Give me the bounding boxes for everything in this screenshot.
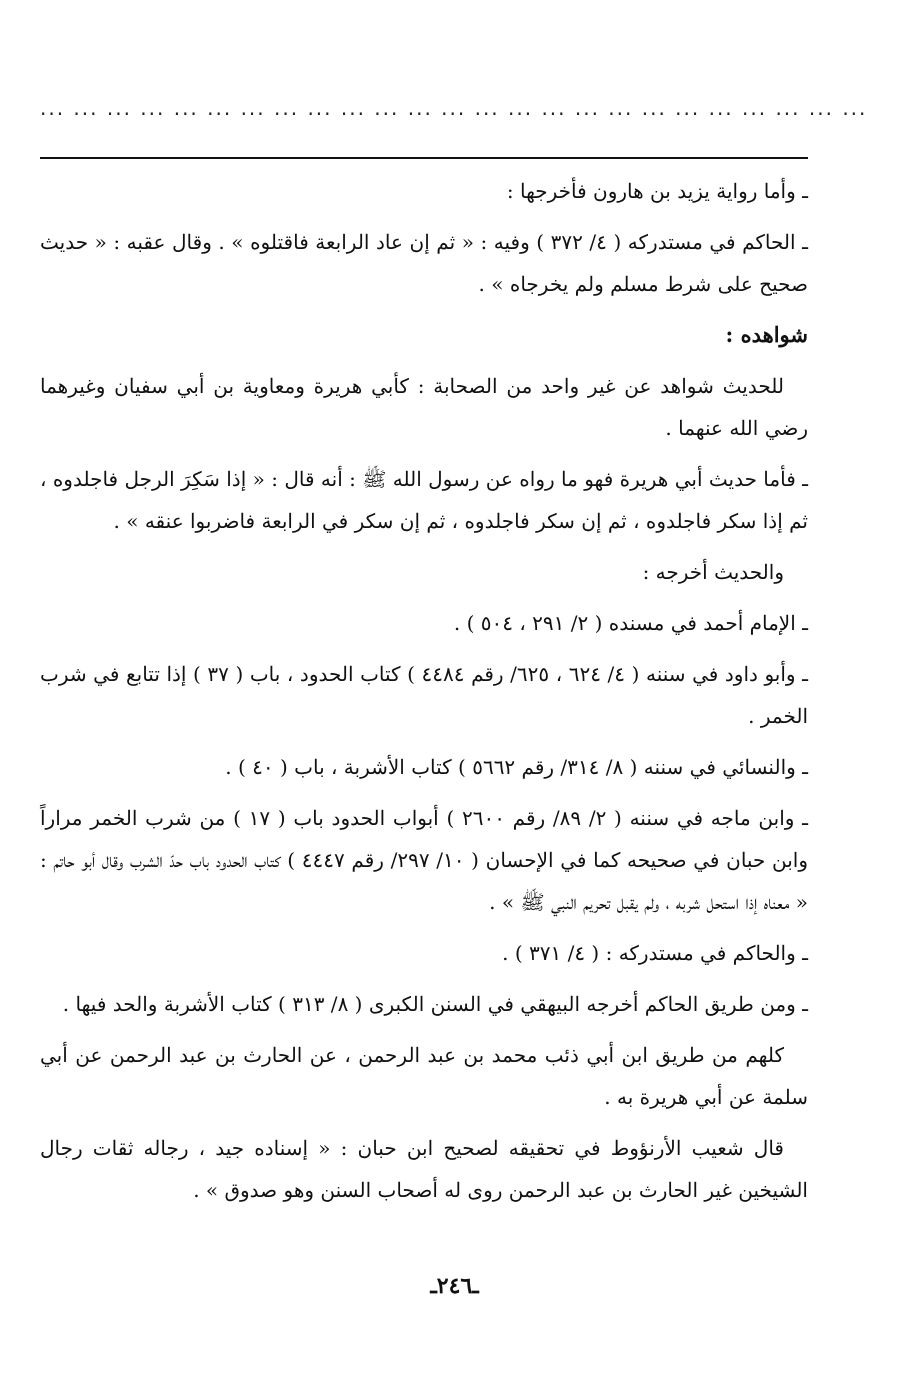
paragraph: ـ الحاكم في مستدركه ( ٤/ ٣٧٢ ) وفيه : « ثم إن عاد الرابعة فاقتلوه » . وقال عقبه : « حديث صحيح على شرط مسلم ولم يخرجاه » . (40, 230, 808, 296)
paragraph: ـ وابن ماجه في سننه ( ٢/ ٨٩/ رقم ٢٦٠٠ ) أبواب الحدود باب ( ١٧ ) من شرب الخمر مراراً وابن حبان في صحيحه كما في الإحسان ( ١٠/ ٢٩٧/ رقم ٤٤٤٧ ) كتاب الحدود باب حدّ الشرب وقال أبو حاتم : « معناه إذا استحل شربه ، ولم يقبل تحريم النبي ﷺ » . (40, 806, 808, 914)
paragraph: كلهم من طريق ابن أبي ذئب محمد بن عبد الرحمن ، عن الحارث بن عبد الرحمن عن أبي سلمة عن أبي هريرة به . (40, 1043, 808, 1109)
paragraph: ـ وأما رواية يزيد بن هارون فأخرجها : (506, 179, 808, 203)
paragraph: للحديث شواهد عن غير واحد من الصحابة : كأبي هريرة ومعاوية بن أبي سفيان وغيرهما رضي الله عنهما . (40, 374, 808, 440)
section-heading: شواهده : (725, 322, 808, 347)
paragraph: ـ الإمام أحمد في مسنده ( ٢/ ٢٩١ ، ٥٠٤ ) . (453, 611, 808, 635)
paragraph: قال شعيب الأرنؤوط في تحقيقه لصحيح ابن حبان : « إسناده جيد ، رجاله ثقات رجال الشيخين غير الحارث بن عبد الرحمن روى له أصحاب السنن وهو صدوق » . (40, 1136, 808, 1202)
paragraph: والحديث أخرجه : (642, 560, 784, 584)
paragraph: ـ والنسائي في سننه ( ٨/ ٣١٤/ رقم ٥٦٦٢ ) كتاب الأشربة ، باب ( ٤٠ ) . (225, 755, 808, 779)
paragraph: ـ والحاكم في مستدركه : ( ٤/ ٣٧١ ) . (502, 941, 808, 965)
page-body (40, 170, 808, 1220)
page-number: ـ٢٤٦ـ (430, 1273, 479, 1299)
horizontal-rule (40, 157, 808, 159)
paragraph: ـ ومن طريق الحاكم أخرجه البيهقي في السنن الكبرى ( ٨/ ٣١٣ ) كتاب الأشربة والحد فيها . (62, 992, 808, 1016)
paragraph: ـ فأما حديث أبي هريرة فهو ما رواه عن رسول الله ﷺ : أنه قال : « إذا سَكِرَ الرجل فاجلدوه ، ثم إذا سكر فاجلدوه ، ثم إن سكر فاجلدوه ، ثم إن سكر في الرابعة فاضربوا عنقه » . (40, 467, 808, 533)
paragraph: ـ وأبو داود في سننه ( ٤/ ٦٢٤ ، ٦٢٥/ رقم ٤٤٨٤ ) كتاب الحدود ، باب ( ٣٧ ) إذا تتابع في شرب الخمر . (40, 662, 809, 728)
separator-dots: ... ... ... ... ... ... ... ... ... ... ... ... ... ... ... ... ... ... ... ... ... ... ... ... ... (40, 96, 868, 120)
